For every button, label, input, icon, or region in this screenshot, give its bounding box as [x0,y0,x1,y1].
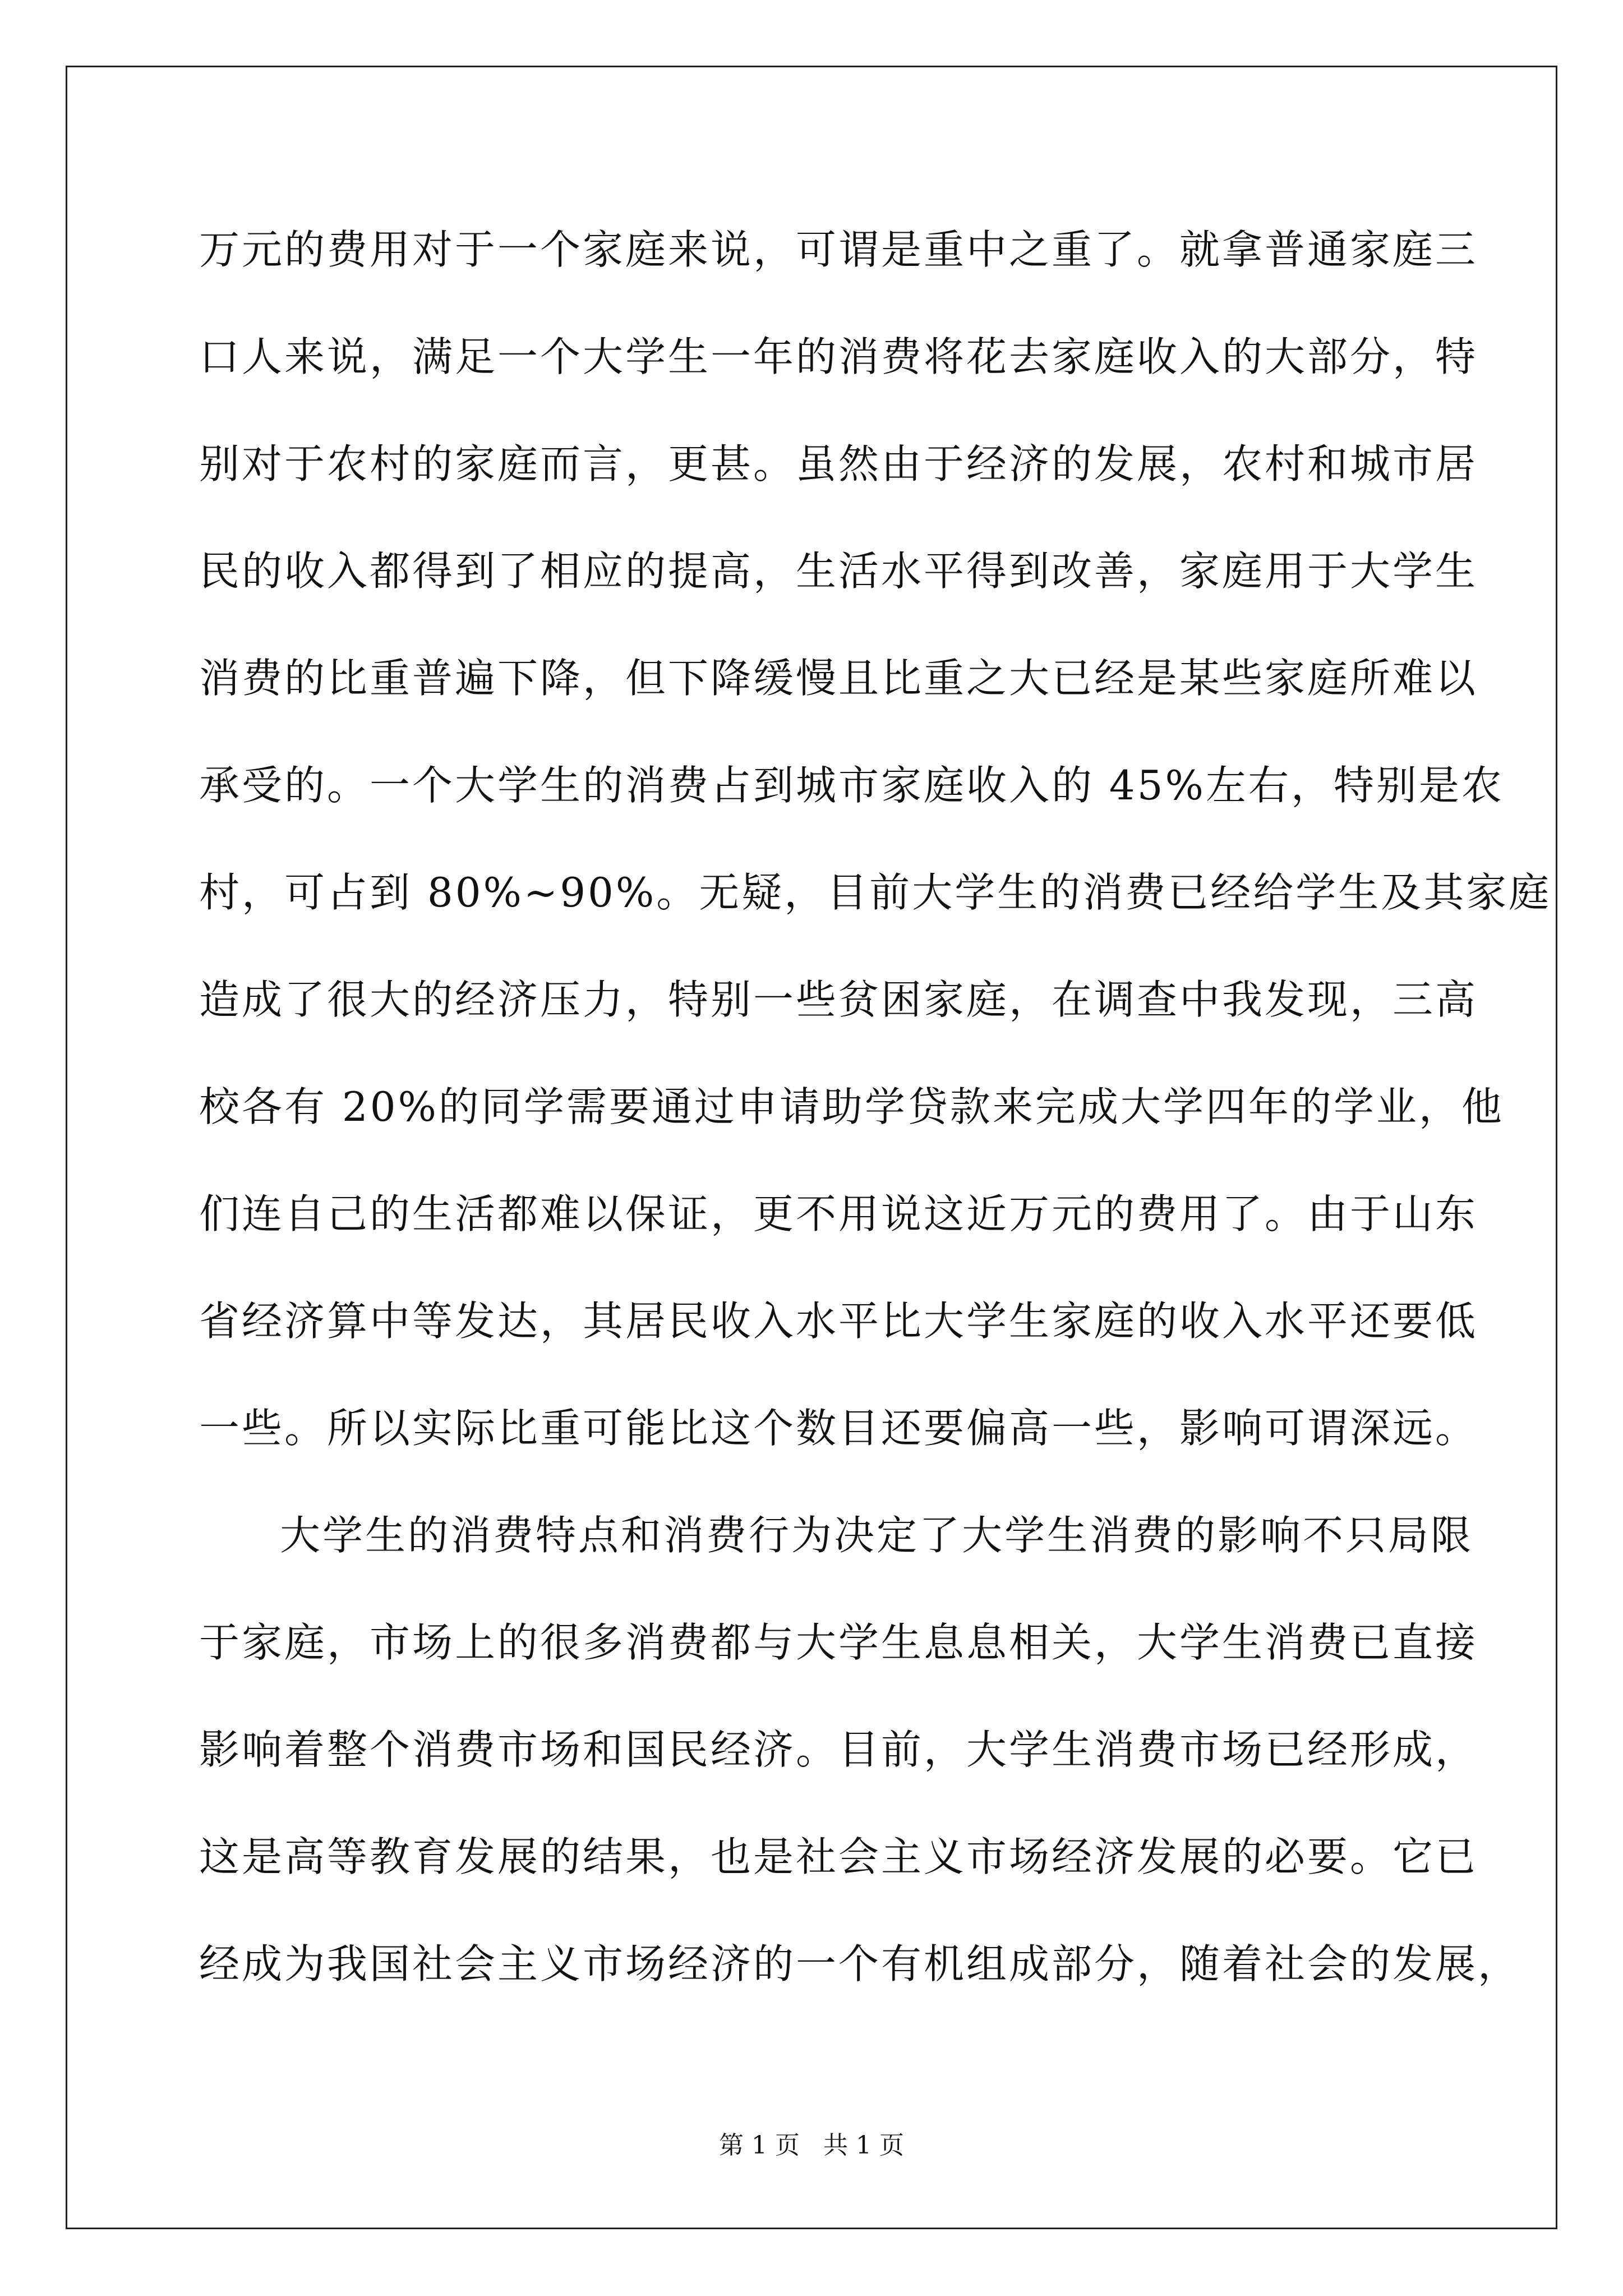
text-line: 经成为我国社会主义市场经济的一个有机组成部分，随着社会的发展， [199,1940,1521,1987]
text-line: 承受的。一个大学生的消费占到城市家庭收入的 45%左右，特别是农 [199,762,1504,809]
text-line: 口人来说，满足一个大学生一年的消费将花去家庭收入的大部分，特 [199,333,1478,380]
text-line: 这是高等教育发展的结果，也是社会主义市场经济发展的必要。它已 [199,1833,1478,1880]
text-line: 万元的费用对于一个家庭来说，可谓是重中之重了。就拿普通家庭三 [199,226,1478,273]
text-line: 消费的比重普遍下降，但下降缓慢且比重之大已经是某些家庭所难以 [199,655,1478,702]
page-number-footer: 第 1 页 共 1 页 [719,2131,904,2160]
text-line: 民的收入都得到了相应的提高，生活水平得到改善，家庭用于大学生 [199,547,1478,595]
text-line: 们连自己的生活都难以保证，更不用说这近万元的费用了。由于山东 [199,1190,1478,1237]
text-line: 造成了很大的经济压力，特别一些贫困家庭，在调查中我发现，三高 [199,976,1478,1023]
text-line: 村，可占到 80%~90%。无疑，目前大学生的消费已经给学生及其家庭 [199,869,1552,916]
text-line: 影响着整个消费市场和国民经济。目前，大学生消费市场已经形成， [199,1726,1478,1773]
text-line: 省经济算中等发达，其居民收入水平比大学生家庭的收入水平还要低 [199,1297,1478,1345]
paragraph-first-line: 大学生的消费特点和消费行为决定了大学生消费的影响不只局限 [280,1512,1474,1559]
text-line: 校各有 20%的同学需要通过申请助学贷款来完成大学四年的学业，他 [199,1083,1504,1130]
text-line: 于家庭，市场上的很多消费都与大学生息息相关，大学生消费已直接 [199,1619,1478,1666]
text-line: 别对于农村的家庭而言，更甚。虽然由于经济的发展，农村和城市居 [199,440,1478,487]
document-body [199,208,1552,2029]
text-line: 一些。所以实际比重可能比这个数目还要偏高一些，影响可谓深远。 [199,1405,1478,1452]
